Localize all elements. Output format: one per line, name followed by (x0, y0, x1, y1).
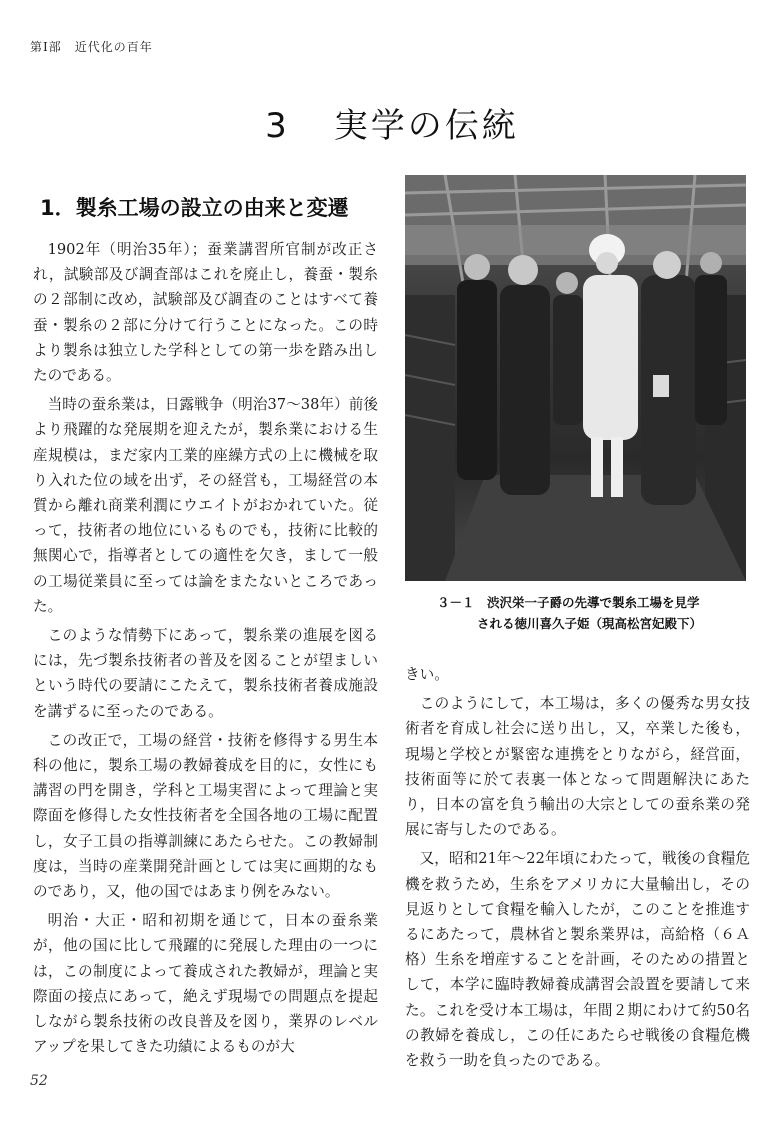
section-title: 1．製糸工場の設立の由来と変遷 (40, 196, 349, 220)
running-head: 第Ⅰ部 近代化の百年 (30, 40, 153, 54)
chapter-number: 3 (265, 106, 290, 146)
photo-illustration (405, 175, 746, 581)
figure-caption (405, 592, 746, 634)
paragraph: 明治・大正・昭和初期を通じて，日本の蚕糸業が，他の国に比して飛躍的に発展した理由の一つには，この制度によって養成された教婦が，理論と実際面の接点にあって，絶えず現場での問題点を提起しながら製糸技術の改良普及を図り，業界のレベルアップを果してきた功績によるものが大 (33, 912, 378, 1056)
chapter-title-text: 実学の伝統 (333, 106, 519, 146)
paragraph: このようにして，本工場は，多くの優秀な男女技術者を育成し社会に送り出し，又，卒業した後も，現場と学校とが緊密な連携をとりながら，経営面，技術面等に於て表裏一体となって問題解決にあたり，日本の富を負う輸出の大宗としての蚕糸業の発展に寄与したのである。 (405, 695, 750, 839)
paragraph: このような情勢下にあって，製糸業の進展を図るには，先づ製糸技術者の普及を図ることが望ましいという時代の要請にこたえて，製糸技術者養成施設を講ずるに至ったのである。 (33, 627, 378, 720)
caption-line-2: される徳川喜久子姫（現高松宮妃殿下） (477, 616, 703, 631)
factory-visit-photo (405, 175, 746, 581)
paragraph: 1902年（明治35年）；蚕業講習所官制が改正され，試験部及び調査部はこれを廃止し，養蚕・製糸の２部制に改め，試験部及び調査のことはすべて養蚕・製糸の２部に分けて行うことになった。この時より製糸は独立した学科としての第一歩を踏み出したのである。 (33, 241, 378, 385)
caption-line-1: ３－１ 渋沢栄一子爵の先導で製糸工場を見学 (437, 595, 700, 610)
left-column (33, 237, 378, 1064)
chapter-title (0, 98, 784, 147)
paragraph: 当時の蚕糸業は，日露戦争（明治37～38年）前後より飛躍的な発展期を迎えたが，製糸業における生産規模は，まだ家内工業的座繰方式の上に機械を取り入れた位の域を出ず，その経営も，工場経営の本質から離れ商業利潤にウエイトがおかれていた。従って，技術者の地位にいるものでも，技術に比較的無関心で，指導者としての適性を欠き，まして一般の工場従業員に至っては論をまたないところであった。 (33, 396, 378, 615)
paragraph: 又，昭和21年～22年頃にわたって，戦後の食糧危機を救うため，生糸をアメリカに大量輸出し，その見返りとして食糧を輸入したが，このことを推進するにあたって，農林省と製糸業界は，高給格（６Ａ格）生糸を増産することを計画，そのための措置として，本学に臨時教婦養成講習会設置を要請して来た。これを受け本工場は，年間２期にわけて約50名の教婦を養成し，この任にあたらせ戦後の食糧危機を救う一助を負ったのである。 (405, 850, 750, 1070)
right-column (405, 662, 750, 1077)
paragraph: きい。 (405, 666, 449, 683)
paragraph: この改正で，工場の経営・技術を修得する男生本科の他に，製糸工場の教婦養成を目的に，女性にも講習の門を開き，学科と工場実習によって理論と実際面を修得した女性技術者を全国各地の工場に配置し，女子工員の指導訓練にあたらせた。この教婦制度は，当時の産業開発計画としては実に画期的なものであり，又，他の国ではあまり例をみない。 (33, 731, 378, 901)
page-number: 52 (30, 1073, 48, 1089)
